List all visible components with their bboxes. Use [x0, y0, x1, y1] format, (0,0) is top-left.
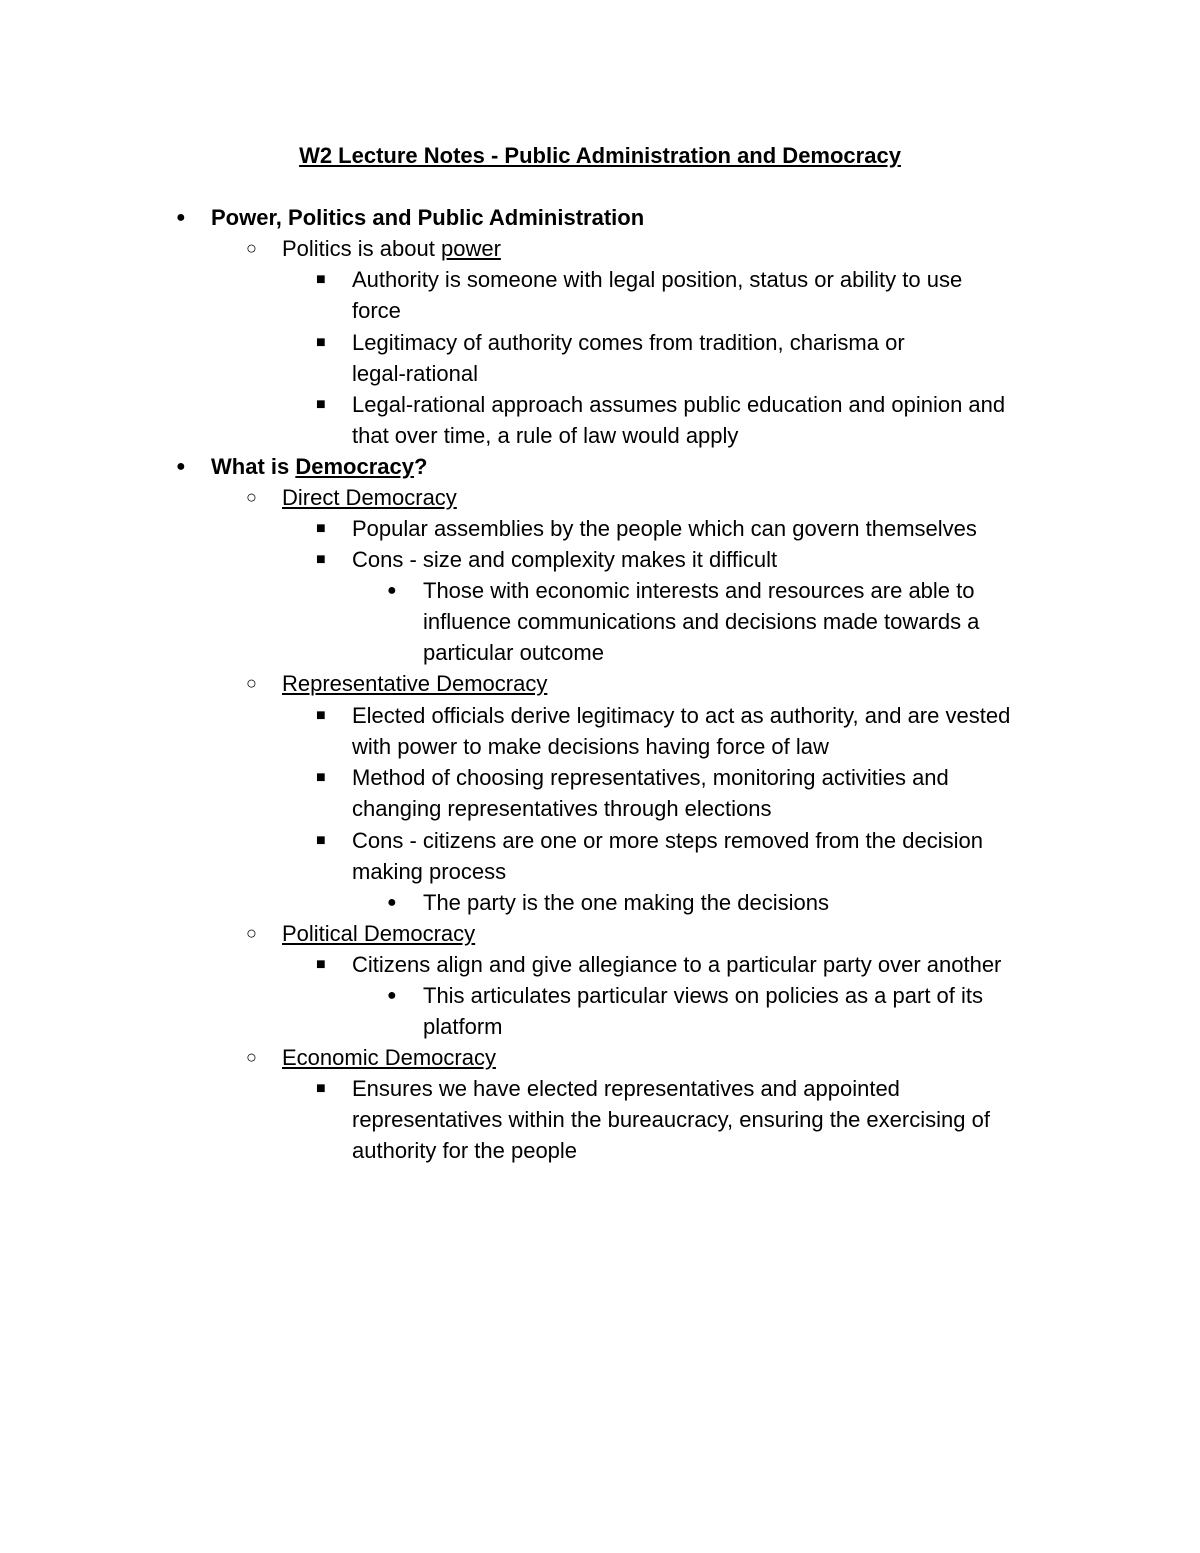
economic-democracy-link[interactable]: Economic Democracy: [282, 1045, 496, 1070]
bullet-level3: ■: [316, 520, 326, 537]
power-link[interactable]: power: [440, 236, 501, 261]
list-item-authority-line2: force: [352, 298, 401, 323]
bullet-level1: ●: [176, 209, 186, 226]
list-item-political-1: Citizens align and give allegiance to a particular party over another: [352, 952, 1002, 977]
list-item-legal-rational-line1: Legal-rational approach assumes public education and opinion and: [352, 392, 1006, 417]
bullet-level3: ■: [316, 707, 326, 724]
list-item-rep-1-line2: with power to make decisions having force of law: [352, 734, 829, 759]
bullet-level2: ○: [246, 923, 257, 943]
bullet-level3: ■: [316, 769, 326, 786]
list-item-rep-3-line2: making process: [352, 859, 507, 884]
list-item-rep-1-line1: Elected officials derive legitimacy to act as authority, and are vested: [352, 703, 1011, 728]
bullet-level4: ●: [387, 582, 397, 599]
list-item-authority-line1: Authority is someone with legal position, status or ability to use: [352, 267, 963, 292]
list-item-rep-2-line2: changing representatives through elections: [352, 796, 772, 821]
list-item-direct-sub-line2: influence communications and decisions made towards a: [423, 609, 980, 634]
democracy-link[interactable]: Democracy: [295, 454, 414, 479]
list-item-direct-1: Popular assemblies by the people which can govern themselves: [352, 516, 977, 541]
list-item-legitimacy-line2: legal-rational: [352, 361, 478, 386]
list-item-rep-2-line1: Method of choosing representatives, monitoring activities and: [352, 765, 949, 790]
bullet-level2: ○: [246, 673, 257, 693]
list-item-political-sub-line1: This articulates particular views on policies as a part of its: [423, 983, 984, 1008]
section-heading-power: Power, Politics and Public Administration: [211, 205, 645, 230]
bullet-level3: ■: [316, 271, 326, 288]
list-item-rep-3-line1: Cons - citizens are one or more steps removed from the decision: [352, 828, 983, 853]
list-item-economic-line1: Ensures we have elected representatives and appointed: [352, 1076, 900, 1101]
political-democracy-link[interactable]: Political Democracy: [282, 921, 476, 946]
bullet-level3: ■: [316, 956, 326, 973]
bullet-level3: ■: [316, 832, 326, 849]
bullet-level1: ●: [176, 458, 186, 475]
list-item-legitimacy-line1: Legitimacy of authority comes from tradition, charisma or: [352, 330, 905, 355]
heading-prefix: What is: [211, 454, 296, 479]
politics-text: Politics is about: [282, 236, 441, 261]
list-item-economic-line3: authority for the people: [352, 1138, 578, 1163]
page-title: W2 Lecture Notes - Public Administration and Democracy: [299, 143, 901, 168]
bullet-level2: ○: [246, 238, 257, 258]
bullet-level2: ○: [246, 487, 257, 507]
heading-suffix: ?: [413, 454, 428, 479]
section-heading-democracy: [211, 451, 427, 482]
list-item-direct-sub-line1: Those with economic interests and resources are able to: [423, 578, 975, 603]
bullet-level3: ■: [316, 1080, 326, 1097]
representative-democracy-link[interactable]: Representative Democracy: [282, 671, 548, 696]
bullet-level3: ■: [316, 334, 326, 351]
bullet-level2: ○: [246, 1047, 257, 1067]
direct-democracy-link[interactable]: Direct Democracy: [282, 485, 457, 510]
list-item-rep-sub: The party is the one making the decisions: [423, 890, 830, 915]
bullet-level4: ●: [387, 894, 397, 911]
list-item-direct-sub-line3: particular outcome: [423, 640, 604, 665]
list-item-direct-2: Cons - size and complexity makes it difficult: [352, 547, 778, 572]
list-item-politics: [282, 233, 501, 264]
bullet-level4: ●: [387, 987, 397, 1004]
list-item-economic-line2: representatives within the bureaucracy, ensuring the exercising of: [352, 1107, 990, 1132]
bullet-level3: ■: [316, 551, 326, 568]
bullet-level3: ■: [316, 396, 326, 413]
list-item-political-sub-line2: platform: [423, 1014, 503, 1039]
list-item-legal-rational-line2: that over time, a rule of law would apply: [352, 423, 739, 448]
